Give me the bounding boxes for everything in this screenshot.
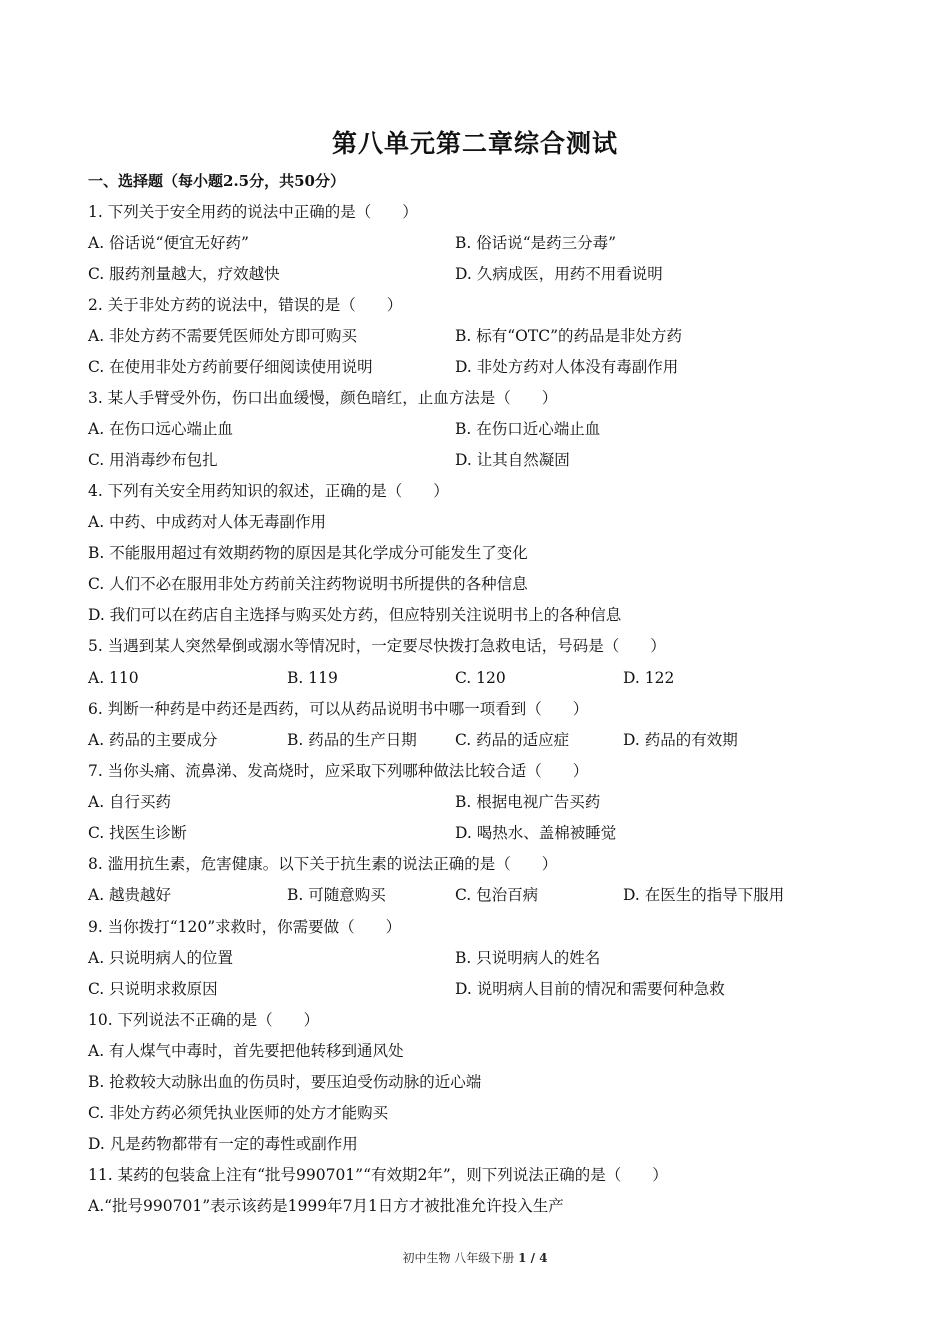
question-stem: 6. 判断一种药是中药还是西药，可以从药品说明书中哪一项看到（ ） bbox=[88, 700, 589, 718]
question-stem: 10. 下列说法不正确的是（ ） bbox=[88, 1011, 320, 1029]
option: D. 凡是药物都带有一定的毒性或副作用 bbox=[88, 1135, 358, 1153]
question-stem: 1. 下列关于安全用药的说法中正确的是（ ） bbox=[88, 203, 418, 221]
option: B. 可随意购买 bbox=[287, 886, 386, 904]
option: B. 标有“OTC”的药品是非处方药 bbox=[455, 327, 682, 345]
option: B. 俗话说“是药三分毒” bbox=[455, 234, 617, 252]
question-stem: 11. 某药的包装盒上注有“批号990701”“有效期2年”，则下列说法正确的是（ ） bbox=[88, 1166, 668, 1184]
option: C. 用消毒纱布包扎 bbox=[88, 451, 218, 469]
option: B. 只说明病人的姓名 bbox=[455, 949, 601, 967]
question-stem: 3. 某人手臂受外伤，伤口出血缓慢，颜色暗红，止血方法是（ ） bbox=[88, 389, 558, 407]
option: A. 俗话说“便宜无好药” bbox=[88, 234, 249, 252]
page-title: 第八单元第二章综合测试 bbox=[331, 129, 618, 158]
option: D. 我们可以在药店自主选择与购买处方药，但应特别关注说明书上的各种信息 bbox=[88, 606, 622, 624]
option: A. 药品的主要成分 bbox=[88, 731, 218, 749]
option: A. 只说明病人的位置 bbox=[88, 949, 234, 967]
option: D. 在医生的指导下服用 bbox=[623, 886, 785, 904]
option: C. 120 bbox=[455, 669, 506, 687]
option: A. 在伤口远心端止血 bbox=[88, 420, 234, 438]
question-stem: 2. 关于非处方药的说法中，错误的是（ ） bbox=[88, 296, 403, 314]
option: B. 119 bbox=[287, 669, 338, 687]
option: C. 在使用非处方药前要仔细阅读使用说明 bbox=[88, 358, 373, 376]
option: B. 抢救较大动脉出血的伤员时，要压迫受伤动脉的近心端 bbox=[88, 1073, 482, 1091]
page-footer bbox=[0, 1249, 950, 1266]
option: D. 药品的有效期 bbox=[623, 731, 738, 749]
question-stem: 4. 下列有关安全用药知识的叙述，正确的是（ ） bbox=[88, 482, 449, 500]
question-stem: 9. 当你拨打“120”求救时，你需要做（ ） bbox=[88, 918, 402, 936]
option: B. 不能服用超过有效期药物的原因是其化学成分可能发生了变化 bbox=[88, 544, 528, 562]
question-stem: 8. 滥用抗生素，危害健康。以下关于抗生素的说法正确的是（ ） bbox=[88, 855, 558, 873]
page-number: 1 / 4 bbox=[518, 1251, 548, 1265]
option: D. 喝热水、盖棉被睡觉 bbox=[455, 824, 617, 842]
option: C. 非处方药必须凭执业医师的处方才能购买 bbox=[88, 1104, 389, 1122]
option: C. 人们不必在服用非处方药前关注药物说明书所提供的各种信息 bbox=[88, 575, 528, 593]
option: D. 久病成医，用药不用看说明 bbox=[455, 265, 663, 283]
option: B. 药品的生产日期 bbox=[287, 731, 417, 749]
option: A. 越贵越好 bbox=[88, 886, 172, 904]
option: D. 122 bbox=[623, 669, 675, 687]
option: A. 中药、中成药对人体无毒副作用 bbox=[88, 513, 327, 531]
option: C. 只说明求救原因 bbox=[88, 980, 218, 998]
option: A. 110 bbox=[88, 669, 139, 687]
option: C. 服药剂量越大，疗效越快 bbox=[88, 265, 280, 283]
option: A. 自行买药 bbox=[88, 793, 172, 811]
option: C. 包治百病 bbox=[455, 886, 539, 904]
option: D. 让其自然凝固 bbox=[455, 451, 570, 469]
option: A. 非处方药不需要凭医师处方即可购买 bbox=[88, 327, 358, 345]
section-header: 一、选择题（每小题2.5分，共50分） bbox=[88, 172, 345, 190]
option: C. 找医生诊断 bbox=[88, 824, 187, 842]
option: C. 药品的适应症 bbox=[455, 731, 570, 749]
footer-text: 初中生物 八年级下册 bbox=[402, 1251, 519, 1265]
question-stem: 5. 当遇到某人突然晕倒或溺水等情况时，一定要尽快拨打急救电话，号码是（ ） bbox=[88, 637, 666, 655]
option: B. 在伤口近心端止血 bbox=[455, 420, 601, 438]
option: A. 有人煤气中毒时，首先要把他转移到通风处 bbox=[88, 1042, 404, 1060]
question-stem: 7. 当你头痛、流鼻涕、发高烧时，应采取下列哪种做法比较合适（ ） bbox=[88, 762, 589, 780]
option: B. 根据电视广告买药 bbox=[455, 793, 601, 811]
option: D. 非处方药对人体没有毒副作用 bbox=[455, 358, 679, 376]
option: D. 说明病人目前的情况和需要何种急救 bbox=[455, 980, 725, 998]
option: A.“批号990701”表示该药是1999年7月1日方才被批准允许投入生产 bbox=[88, 1197, 564, 1215]
